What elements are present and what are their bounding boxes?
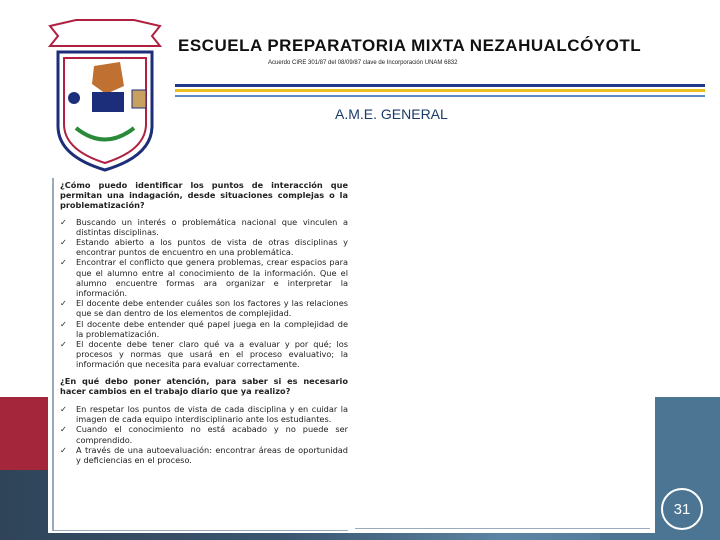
check-icon: ✓ — [60, 404, 67, 415]
list-item — [60, 217, 348, 237]
list-item-text: Cuando el conocimiento no está acabado y no puede ser comprendido. — [76, 424, 348, 445]
question-2: ¿En qué debo poner atención, para saber si es necesario hacer cambios en el trabajo diario que ya realizo? — [60, 375, 348, 396]
list-item-text: El docente debe tener claro qué va a evaluar y por qué; los procesos y normas que usará en el proceso evaluativo; la información que necesita para evaluar correctamente. — [76, 339, 348, 370]
school-crest-logo — [46, 16, 164, 172]
check-icon: ✓ — [60, 237, 67, 248]
check-icon: ✓ — [60, 298, 67, 309]
divider-line — [355, 528, 650, 529]
list-item-text: El docente debe entender cuáles son los factores y las relaciones que se dan dentro de los elementos de complejidad. — [76, 298, 348, 319]
list-item-text: Encontrar el conflicto que genera problemas, crear espacios para que el alumno entre al conocimiento de la información. Que el alumno encuentre formas ara organizar e interpretar la información. — [76, 257, 348, 299]
accord-text: Acuerdo CIRE 301/87 del 08/09/87 clave de Incorporación UNAM 6832 — [268, 60, 458, 66]
list-item — [60, 404, 348, 424]
question-2-list — [60, 404, 348, 465]
list-item — [60, 424, 348, 444]
check-icon: ✓ — [60, 339, 67, 350]
list-item — [60, 298, 348, 318]
list-item — [60, 445, 348, 465]
list-item — [60, 237, 348, 257]
list-item-text: Buscando un interés o problemática nacional que vinculen a distintas disciplinas. — [76, 216, 348, 237]
question-1: ¿Cómo puedo identificar los puntos de interacción que permitan una indagación, desde situaciones complejas o la problematización? — [60, 180, 348, 211]
list-item-text: Estando abierto a los puntos de vista de otras disciplinas y encontrar puntos de encuentro en una problemática. — [76, 237, 348, 258]
header-stripe-lightblue — [175, 95, 705, 97]
slide-title: A.M.E. GENERAL — [335, 106, 448, 122]
list-item-text: En respetar los puntos de vista de cada disciplina y en cuidar la imagen de cada equipo interdisciplinario ante los estudiantes. — [76, 404, 348, 425]
content-panel — [52, 178, 348, 531]
question-1-list — [60, 217, 348, 370]
check-icon: ✓ — [60, 424, 67, 435]
check-icon: ✓ — [60, 318, 67, 329]
list-item — [60, 339, 348, 370]
page-number: 31 — [661, 488, 703, 530]
list-item-text: El docente debe entender qué papel juega en la complejidad de la problematización. — [76, 318, 348, 339]
check-icon: ✓ — [60, 444, 67, 455]
header-stripe-yellow — [175, 89, 705, 92]
list-item — [60, 319, 348, 339]
check-icon: ✓ — [60, 216, 67, 227]
header-stripe-blue — [175, 84, 705, 87]
list-item-text: A través de una autoevaluación: encontrar áreas de oportunidad y deficiencias en el proceso. — [76, 444, 348, 466]
check-icon: ✓ — [60, 257, 67, 268]
school-name: ESCUELA PREPARATORIA MIXTA NEZAHUALCÓYOTL — [178, 36, 642, 55]
list-item — [60, 257, 348, 298]
